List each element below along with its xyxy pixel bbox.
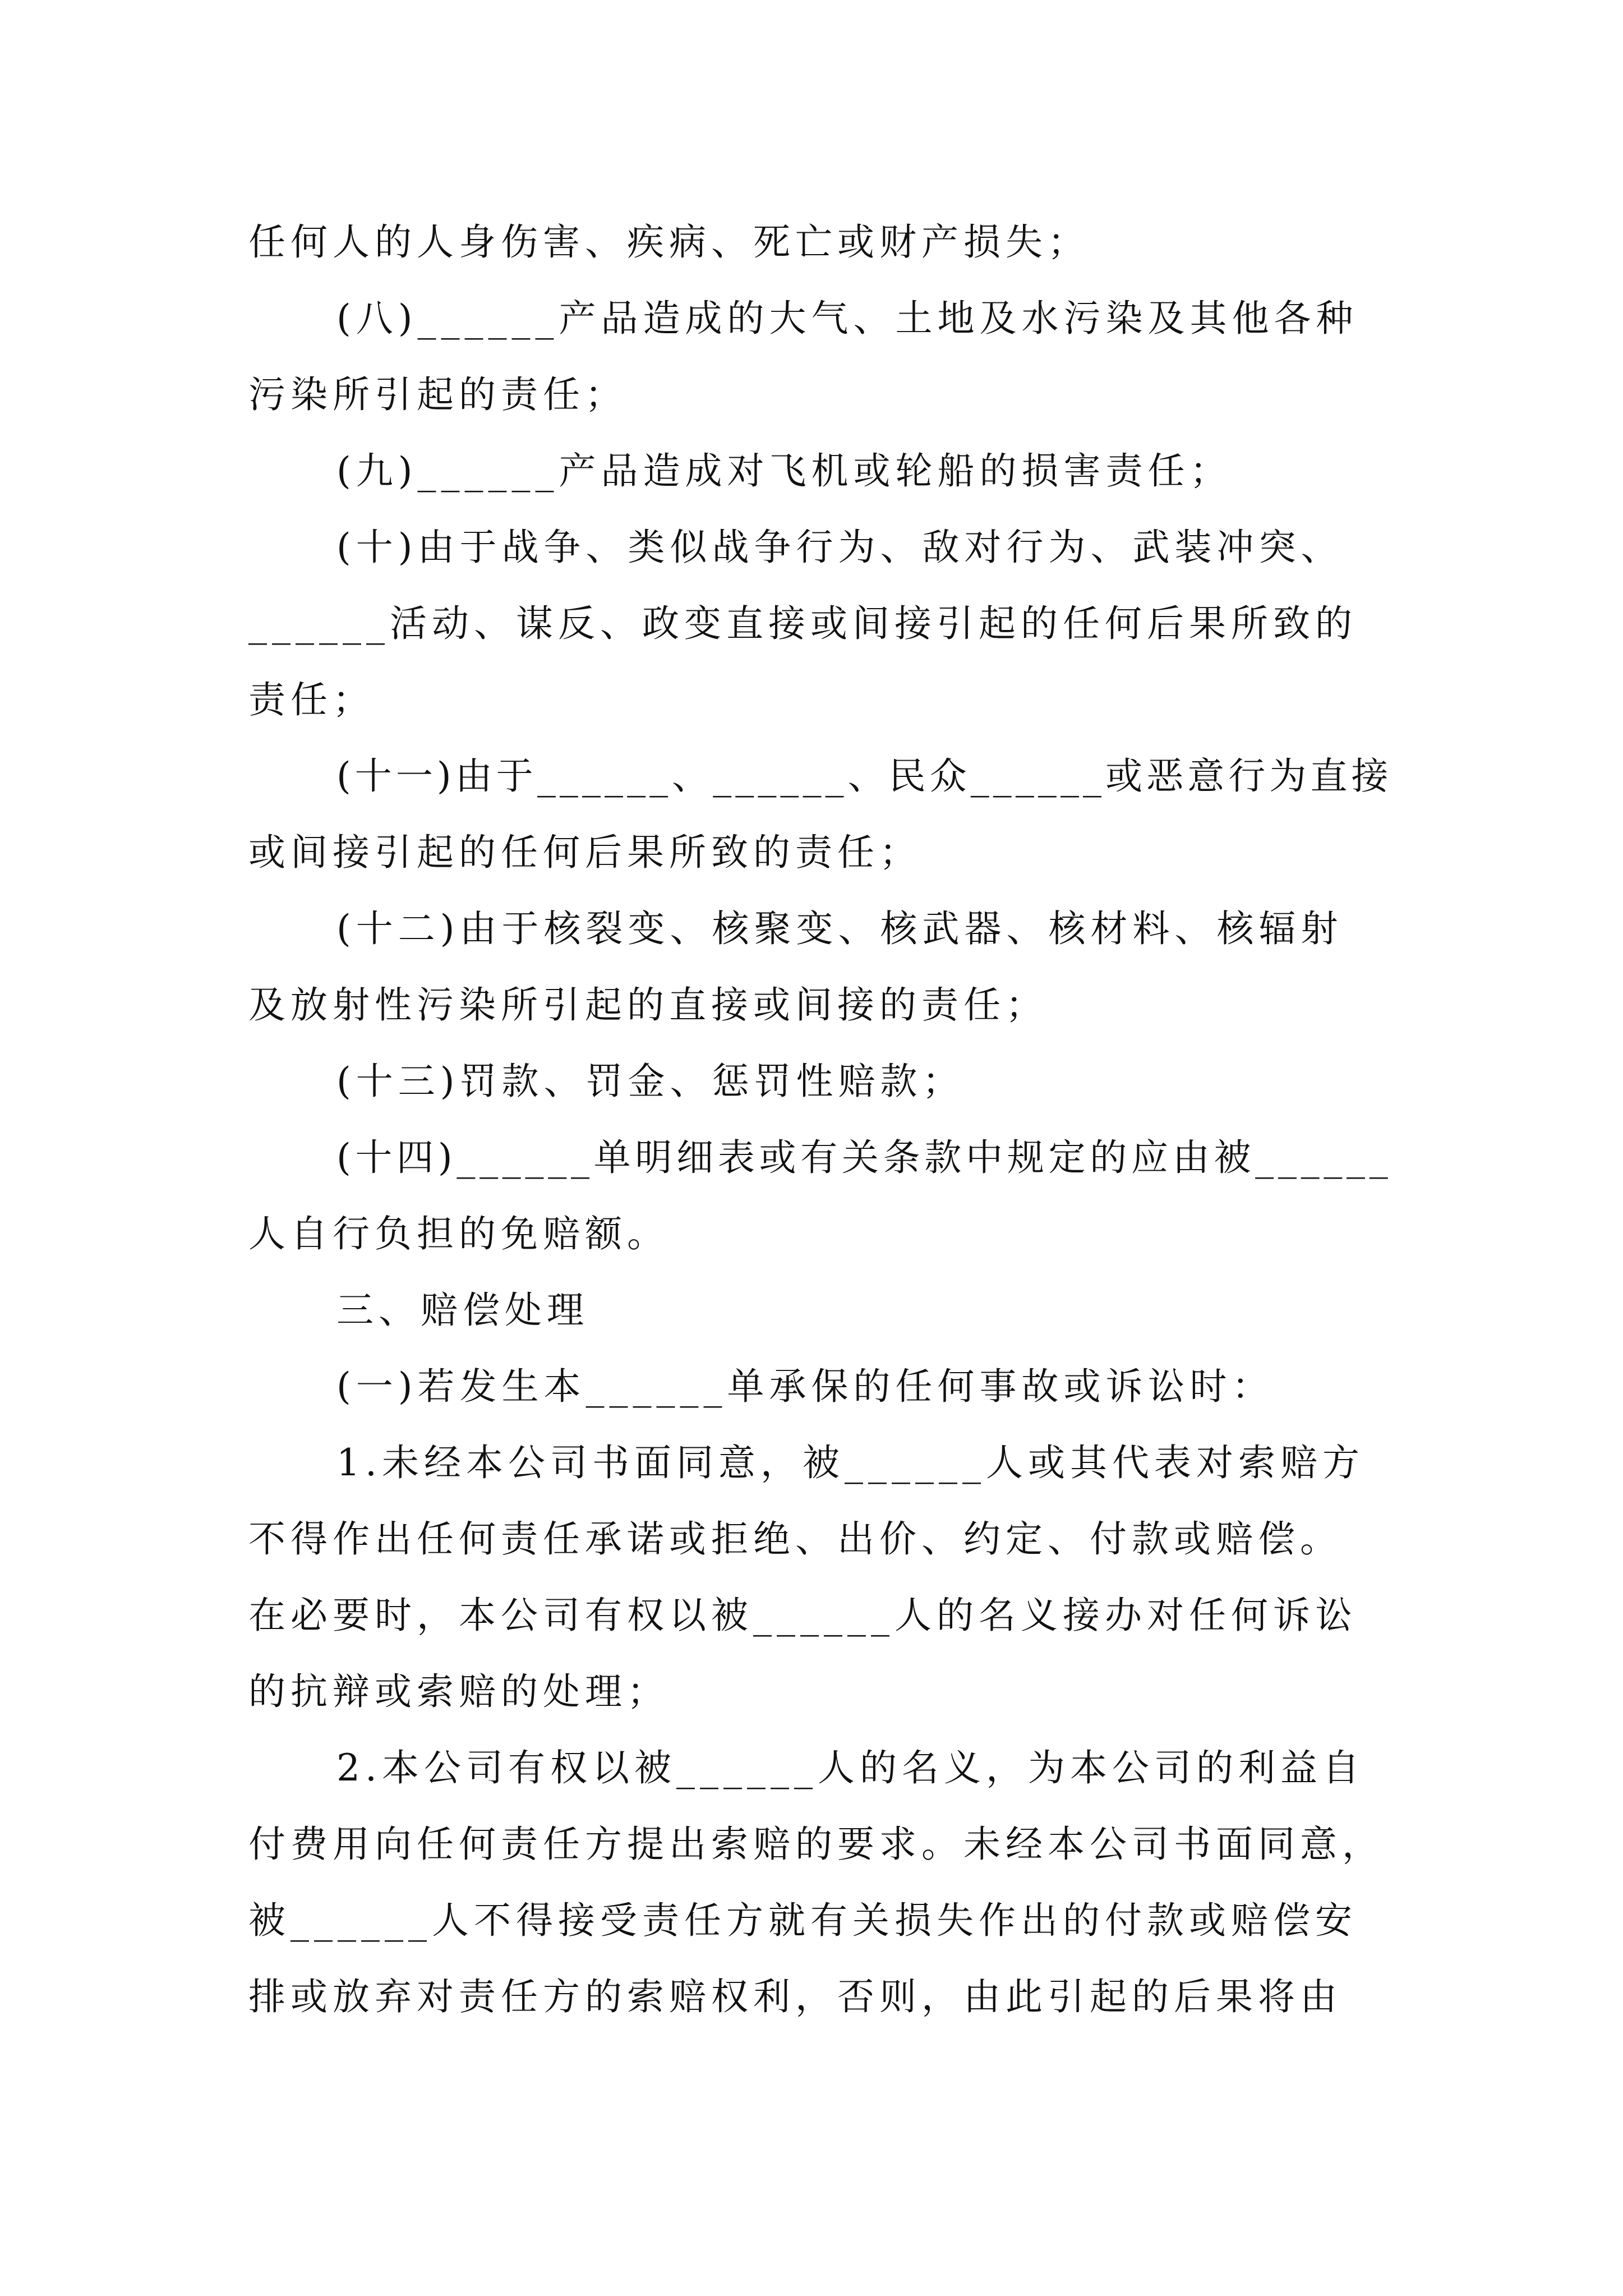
text-line: 任何人的人身伤害、疾病、死亡或财产损失；	[248, 220, 1090, 264]
text-line: (九)______产品造成对飞机或轮船的损害责任；	[336, 449, 1232, 493]
text-line: 付费用向任何责任方提出索赔的要求。未经本公司书面同意，	[248, 1823, 1384, 1866]
text-line: 污染所引起的责任；	[248, 373, 627, 416]
text-line: 的抗辩或索赔的处理；	[248, 1670, 669, 1713]
text-line: (八)______产品造成的大气、土地及水污染及其他各种	[336, 297, 1358, 340]
text-line: (十二)由于核裂变、核聚变、核武器、核材料、核辐射	[336, 907, 1343, 950]
text-line: 被______人不得接受责任方就有关损失作出的付款或赔偿安	[248, 1899, 1357, 1942]
section-heading: 三、赔偿处理	[336, 1289, 589, 1332]
text-line: 不得作出任何责任承诺或拒绝、出价、约定、付款或赔偿。	[248, 1517, 1342, 1561]
text-line: 排或放弃对责任方的索赔权利，否则，由此引起的后果将由	[248, 1975, 1342, 2018]
text-line: (十)由于战争、类似战争行为、敌对行为、武装冲突、	[336, 526, 1343, 569]
text-line: (一)若发生本______单承保的任何事故或诉讼时：	[336, 1365, 1274, 1408]
text-line: 1.未经本公司书面同意，被______人或其代表对索赔方	[336, 1441, 1364, 1484]
text-line: 2.本公司有权以被______人的名义，为本公司的利益自	[336, 1746, 1364, 1789]
text-line: 责任；	[248, 678, 375, 721]
text-line: 人自行负担的免赔额。	[248, 1212, 669, 1255]
text-line: (十一)由于______、______、民众______或恶意行为直接	[336, 754, 1393, 798]
text-line: 在必要时，本公司有权以被______人的名义接办对任何诉讼	[248, 1594, 1357, 1637]
text-line: 及放射性污染所引起的直接或间接的责任；	[248, 983, 1048, 1027]
text-line: 或间接引起的任何后果所致的责任；	[248, 831, 921, 874]
text-line: (十三)罚款、罚金、惩罚性赔款；	[336, 1060, 965, 1103]
text-line: (十四)______单明细表或有关条款中规定的应由被______	[336, 1136, 1393, 1179]
text-line: ______活动、谋反、政变直接或间接引起的任何后果所致的	[248, 602, 1357, 645]
